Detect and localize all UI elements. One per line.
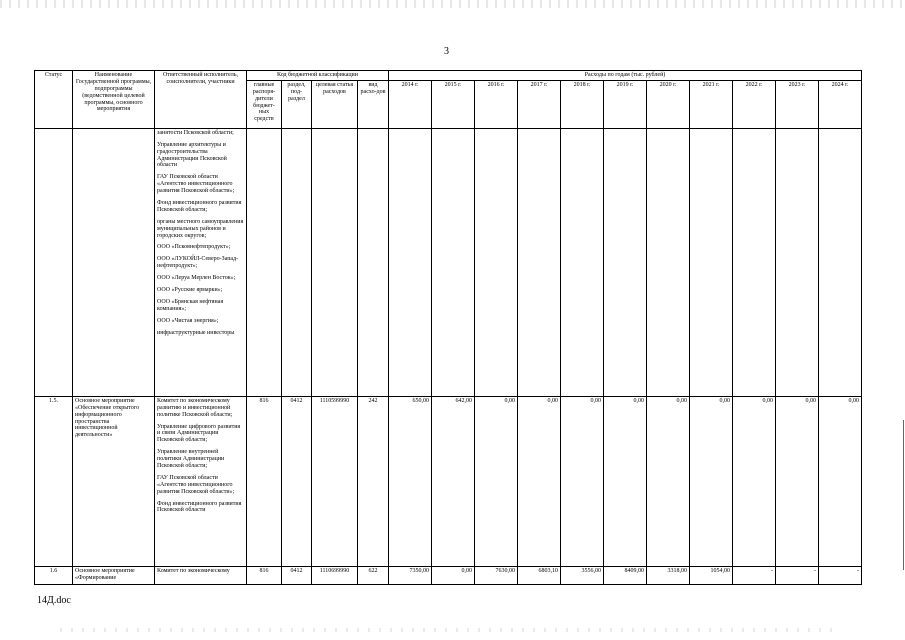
participant: ООО «ЛУКОЙЛ-Северо-Запад-нефтепродукт»;: [157, 256, 239, 270]
header-year: 2015 г.: [432, 80, 475, 128]
cell-value: [389, 128, 432, 396]
cell-value: -: [819, 566, 862, 584]
header-year: 2017 г.: [518, 80, 561, 128]
participant: ООО «Псковнефтепродукт»;: [157, 244, 231, 251]
participant: Управление внутренней политики Администрации Псковской области;: [157, 449, 225, 470]
cell-participants: [155, 396, 247, 566]
cell-kind: 622: [358, 566, 389, 584]
header-budget-code: Код бюджетной классификации: [247, 71, 389, 81]
cell-participants: [155, 128, 247, 396]
cell-target: [312, 128, 358, 396]
cell-value: [647, 128, 690, 396]
cell-target: 1110599990: [312, 396, 358, 566]
table-row: [35, 128, 862, 396]
participant: ООО «Брянская нефтяная компания»;: [157, 298, 224, 312]
table-row: [35, 396, 862, 566]
header-year: 2023 г.: [776, 80, 819, 128]
cell-value: 7630,00: [475, 566, 518, 584]
participant: Комитет по экономическому развитию и инвестиционной политике Псковской области;: [157, 397, 233, 418]
header-target: целевая статья расходов: [312, 80, 358, 128]
header-year: 2019 г.: [604, 80, 647, 128]
cell-value: 0,00: [733, 396, 776, 566]
cell-value: [475, 128, 518, 396]
cell-value: [819, 128, 862, 396]
header-responsible: Ответственный исполнитель, соисполнители, участники: [155, 71, 247, 129]
cell-value: [733, 128, 776, 396]
page-number: 3: [444, 46, 449, 57]
cell-status: 1.5.: [35, 396, 73, 566]
participant: ООО «Русские ярмарки»;: [157, 287, 223, 294]
cell-grbs: 816: [247, 566, 282, 584]
header-kind: вид расхо-дов: [358, 80, 389, 128]
cell-grbs: 816: [247, 396, 282, 566]
cell-status: [35, 128, 73, 396]
cell-value: 3318,00: [647, 566, 690, 584]
header-year: 2020 г.: [647, 80, 690, 128]
scan-noise-top: [0, 0, 905, 8]
cell-value: 0,00: [561, 396, 604, 566]
cell-value: 6803,10: [518, 566, 561, 584]
participant: ООО «Леруа Мерлен Восток»;: [157, 275, 236, 282]
cell-value: 0,00: [475, 396, 518, 566]
cell-value: 0,00: [690, 396, 733, 566]
cell-value: 642,00: [432, 396, 475, 566]
header-grbs: главные распоря-дители бюджет-ных средств: [247, 80, 282, 128]
cell-name: Основное мероприятие «Обеспечение открытого информационного пространства инвестиционной деятельности»: [73, 396, 155, 566]
cell-section: [282, 128, 312, 396]
scan-noise-bottom: [60, 628, 840, 632]
cell-value: [432, 128, 475, 396]
header-year: 2014 г.: [389, 80, 432, 128]
participant: занятости Псковской области;: [157, 129, 234, 136]
participant: Управление цифрового развития и связи Администрации Псковской области;: [157, 423, 241, 444]
header-year: 2021 г.: [690, 80, 733, 128]
page-edge-line: [903, 420, 904, 570]
cell-name: Основное мероприятие «Формирование: [73, 566, 155, 584]
cell-section: 0412: [282, 396, 312, 566]
participant: Комитет по экономическому: [157, 567, 230, 574]
cell-participants: [155, 566, 247, 584]
footer-filename: 14Д.doc: [37, 595, 71, 606]
header-year: 2018 г.: [561, 80, 604, 128]
cell-kind: [358, 128, 389, 396]
cell-value: [690, 128, 733, 396]
participant: Управление архитектуры и градостроительства Администрации Псковской области: [157, 141, 227, 169]
cell-value: [776, 128, 819, 396]
cell-section: 0412: [282, 566, 312, 584]
participant: ГАУ Псковской области «Агентство инвестиционного развития Псковской области»;: [157, 174, 235, 195]
participant: органы местного самоуправления муниципальных районов и городских округов;: [157, 218, 244, 239]
cell-value: 0,00: [432, 566, 475, 584]
participant: Фонд инвестиционного развития Псковской области;: [157, 200, 242, 213]
header-expenses: Расходы по годам (тыс. рублей): [389, 71, 862, 81]
header-section: раздел, под-раздел: [282, 80, 312, 128]
header-year: 2016 г.: [475, 80, 518, 128]
cell-name: [73, 128, 155, 396]
cell-value: 0,00: [604, 396, 647, 566]
cell-status: 1.6: [35, 566, 73, 584]
cell-value: 0,00: [518, 396, 561, 566]
header-name: Наименование Государственной программы, подпрограммы (ведомственной целевой программы, основного мероприятия: [73, 71, 155, 129]
header-status: Статус: [35, 71, 73, 129]
cell-value: [561, 128, 604, 396]
header-year: 2024 г.: [819, 80, 862, 128]
cell-value: 0,00: [819, 396, 862, 566]
cell-value: 0,00: [776, 396, 819, 566]
cell-value: [604, 128, 647, 396]
participant: инфраструктурные инвесторы: [157, 329, 235, 336]
table-row: [35, 566, 862, 584]
cell-value: -: [733, 566, 776, 584]
participant: ГАУ Псковской области «Агентство инвестиционного развития Псковской области»;: [157, 474, 235, 495]
header-year: 2022 г.: [733, 80, 776, 128]
participant: ООО «Чистая энергия»;: [157, 317, 219, 324]
cell-value: 3556,00: [561, 566, 604, 584]
cell-kind: 242: [358, 396, 389, 566]
budget-table: [34, 70, 862, 585]
cell-value: -: [776, 566, 819, 584]
cell-grbs: [247, 128, 282, 396]
cell-value: 1054,00: [690, 566, 733, 584]
cell-value: 650,00: [389, 396, 432, 566]
cell-target: 1110699990: [312, 566, 358, 584]
cell-value: 8409,00: [604, 566, 647, 584]
cell-value: [518, 128, 561, 396]
cell-value: 0,00: [647, 396, 690, 566]
participant: Фонд инвестиционного развития Псковской области: [157, 500, 242, 514]
cell-value: 7350,00: [389, 566, 432, 584]
